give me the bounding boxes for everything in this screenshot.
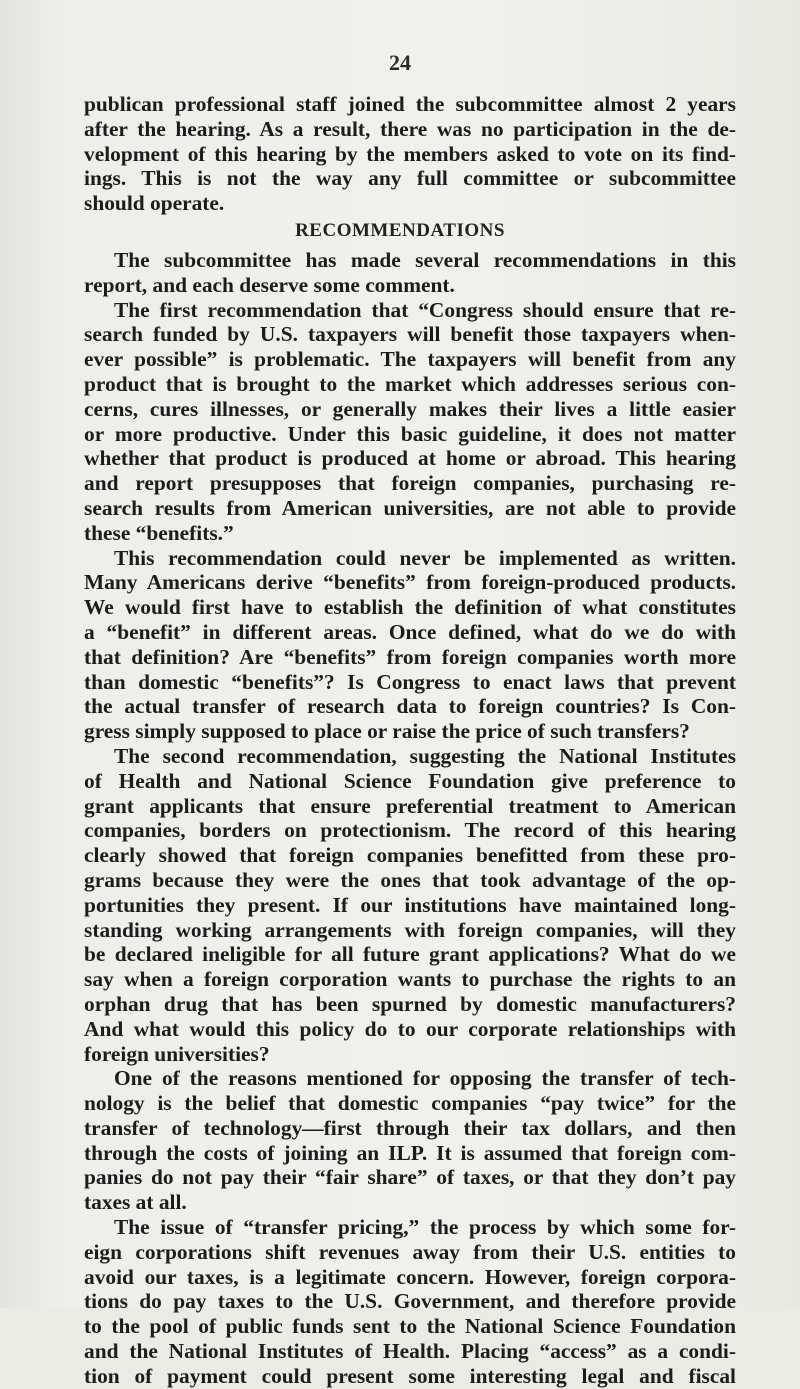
text-line: through the costs of joining an ILP. It is assumed that foreign com- [84, 1140, 736, 1165]
text-line: report, and each deserve some comment. [84, 272, 455, 297]
text-line: The first recommendation that “Congress should ensure that re- [114, 297, 736, 322]
recommendations-body [84, 248, 736, 1389]
text-line: say when a foreign corporation wants to purchase the rights to an [84, 967, 736, 992]
text-line: than domestic “benefits”? Is Congress to enact laws that prevent [84, 669, 736, 694]
text-line: foreign universities? [84, 1041, 270, 1066]
page-number: 24 [389, 50, 411, 75]
text-line: The second recommendation, suggesting the National Institutes [114, 743, 736, 768]
text-line: ever possible” is problematic. The taxpayers will benefit from any [84, 347, 736, 372]
intro-paragraph [84, 92, 736, 216]
section-heading: RECOMMENDATIONS [295, 220, 505, 241]
text-line: The subcommittee has made several recommendations in this [114, 248, 736, 272]
text-line: Many Americans derive “benefits” from foreign-produced products. [84, 570, 736, 595]
text-line: clearly showed that foreign companies benefitted from these pro- [84, 843, 736, 868]
text-line: ings. This is not the way any full committee or subcommittee [84, 166, 736, 191]
text-line: eign corporations shift revenues away from their U.S. entities to [84, 1239, 736, 1264]
text-line: a “benefit” in different areas. Once defined, what do we do with [84, 619, 736, 644]
text-line: velopment of this hearing by the members asked to vote on its find- [84, 141, 736, 166]
text-line: transfer of technology—first through their tax dollars, and then [84, 1115, 736, 1140]
text-line: panies do not pay their “fair share” of taxes, or that they don’t pay [84, 1165, 736, 1190]
text-line: to the pool of public funds sent to the National Science Foundation [84, 1314, 736, 1339]
text-line: and the National Institutes of Health. Placing “access” as a condi- [84, 1339, 736, 1364]
text-line: and report presupposes that foreign companies, purchasing re- [84, 471, 736, 496]
text-line: of Health and National Science Foundation give preference to [84, 768, 736, 793]
text-line: gress simply supposed to place or raise the price of such transfers? [84, 719, 690, 744]
text-line: We would first have to establish the definition of what constitutes [84, 595, 736, 620]
text-line: nology is the belief that domestic companies “pay twice” for the [84, 1091, 736, 1116]
text-line: grams because they were the ones that took advantage of the op- [84, 867, 736, 892]
text-line: tions do pay taxes to the U.S. Government, and therefore provide [84, 1289, 736, 1314]
text-line: publican professional staff joined the subcommittee almost 2 years [84, 92, 736, 116]
text-line: whether that product is produced at home or abroad. This hearing [84, 446, 736, 471]
text-line: And what would this policy do to our corporate relationships with [84, 1016, 736, 1041]
text-line: these “benefits.” [84, 520, 234, 545]
text-line: The issue of “transfer pricing,” the process by which some for- [114, 1215, 736, 1240]
text-line: This recommendation could never be implemented as written. [114, 545, 736, 570]
text-line: or more productive. Under this basic guideline, it does not matter [84, 421, 736, 446]
text-line: the actual transfer of research data to foreign countries? Is Con- [84, 694, 736, 719]
text-line: cerns, cures illnesses, or generally makes their lives a little easier [84, 396, 736, 421]
text-line: be declared ineligible for all future grant applications? What do we [84, 942, 736, 967]
text-line: that definition? Are “benefits” from foreign companies worth more [84, 644, 736, 669]
text-line: product that is brought to the market which addresses serious con- [84, 371, 736, 396]
text-line: taxes at all. [84, 1190, 187, 1215]
text-line: search funded by U.S. taxpayers will benefit those taxpayers when- [84, 322, 736, 347]
text-line: should operate. [84, 191, 225, 216]
text-line: after the hearing. As a result, there was no participation in the de- [84, 116, 736, 141]
text-line: tion of payment could present some interesting legal and fiscal [84, 1363, 736, 1388]
text-line: One of the reasons mentioned for opposing the transfer of tech- [114, 1066, 736, 1091]
text-line: avoid our taxes, is a legitimate concern. However, foreign corpora- [84, 1264, 736, 1289]
text-line: grant applicants that ensure preferential treatment to American [84, 793, 736, 818]
text-line: companies, borders on protectionism. The record of this hearing [84, 818, 736, 843]
text-line: standing working arrangements with foreign companies, will they [84, 917, 736, 942]
text-line: orphan drug that has been spurned by domestic manufacturers? [84, 991, 736, 1016]
text-line: portunities they present. If our institutions have maintained long- [84, 892, 736, 917]
text-line: search results from American universities, are not able to provide [84, 495, 736, 520]
